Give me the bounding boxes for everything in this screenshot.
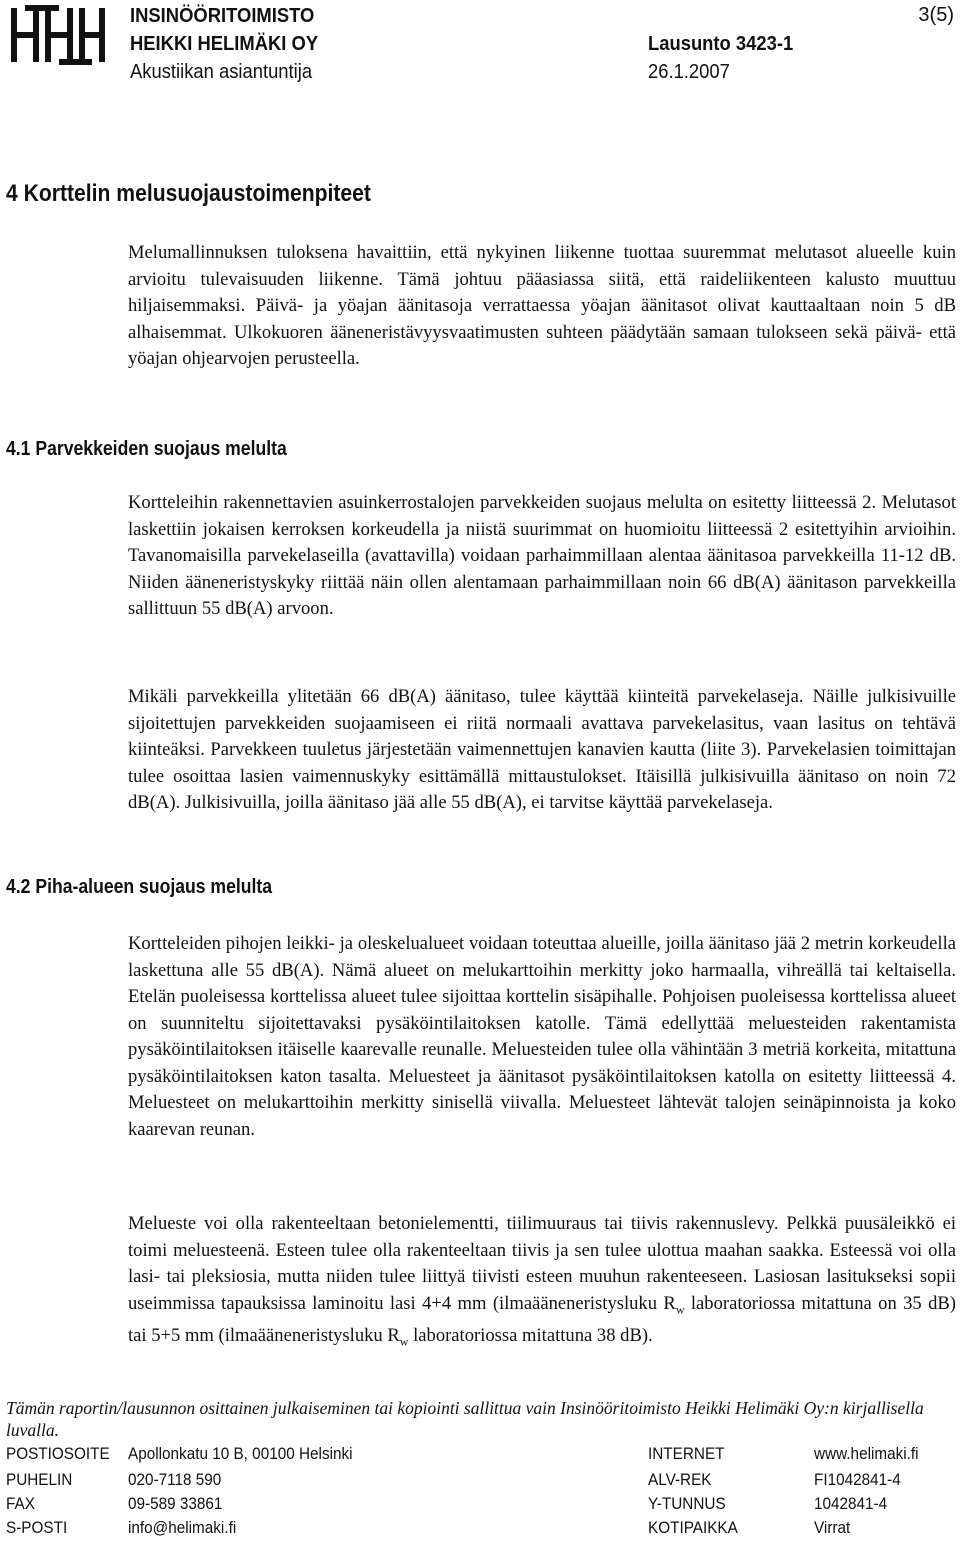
document-title: Lausunto 3423-1 [648,33,794,55]
section-4-1-heading: 4.1 Parvekkeiden suojaus melulta [6,438,287,460]
footer-label: POSTIOSOITE [6,1444,110,1463]
section-4-2-heading: 4.2 Piha-alueen suojaus melulta [6,876,273,898]
company-name-line1: INSINÖÖRITOIMISTO [130,5,315,27]
footer-email-link[interactable]: info@helimaki.fi [128,1518,237,1537]
footer-label: KOTIPAIKKA [648,1518,738,1537]
footer-value: Virrat [814,1518,851,1537]
section-4-1-paragraph-2: Mikäli parvekkeilla ylitetään 66 dB(A) äänitaso, tulee käyttää kiinteitä parvekelaseja. Näille julkisivuille sijoitettujen parvekkeiden suojaamiseen ei riitä normaali avattava parvekelasitus, vaan lasitus on tehtävä kiinteäksi. Parvekkeen tuuletus järjestetään vaimennettujen kanavien kautta (liite 3). Parvekelasien toimittajan tulee osoittaa lasien vaimennuskyky esittämällä mittaustulokset. Itäisillä julkisivuilla äänitaso on noin 72 dB(A). Julkisivuilla, joilla äänitaso jää alle 55 dB(A), ei tarvitse käyttää parvekelaseja. [128,686,956,813]
section-4-2-paragraph-2 [128,1211,956,1355]
footer-value: 1042841-4 [814,1494,888,1513]
footer-label: Y-TUNNUS [648,1494,726,1513]
footer-label: PUHELIN [6,1470,73,1489]
paragraph-text: laboratoriossa mitattuna 38 dB). [408,1324,653,1346]
copyright-note: Tämän raportin/lausunnon osittainen julkaiseminen tai kopiointi sallittua vain Insinööritoimisto Heikki Helimäki Oy:n kirjallisella luvalla. [6,1398,924,1440]
footer-label: FAX [6,1494,35,1513]
section-4-paragraph: Melumallinnuksen tuloksena havaittiin, että nykyinen liikenne tuottaa suuremmat melutasot alueelle kuin arvioitu tulevaisuuden liikenne. Tämä johtuu pääasiassa siitä, että raideliikenteen kalusto muuttuu hiljaisemmaksi. Päivä- ja yöajan äänitasoja verrattaessa yöajan äänitasot olivat kauttaaltaan noin 5 dB alhaisemmat. Ulkokuoren ääneneristävyysvaatimusten suhteen päädytään samaan tulokseen sekä päivä- että yöajan ohjearvojen perusteella. [128,242,956,369]
footer-row-phone [0,1470,960,1494]
section-4-heading: 4 Korttelin melusuojaustoimenpiteet [6,180,371,207]
company-logo [8,2,108,68]
footer-website-link[interactable]: www.helimaki.fi [814,1444,919,1463]
footer-label: S-POSTI [6,1518,68,1537]
footer-label: INTERNET [648,1444,725,1463]
footer-value: FI1042841-4 [814,1470,901,1489]
subscript-w: w [675,1302,685,1317]
footer-row-fax [0,1494,960,1518]
footer-value: Apollonkatu 10 B, 00100 Helsinki [128,1444,353,1463]
footer-value: 09-589 33861 [128,1494,223,1513]
section-4-1-paragraph-1: Kortteleihin rakennettavien asuinkerrostalojen parvekkeiden suojaus melulta on esitetty liitteessä 2. Melutasot laskettiin jokaisen kerroksen korkeudella ja niistä suurimmat on huomioitu liitteessä 2 esitettyihin arvioihin. Tavanomaisilla parvekelaseilla (avattavilla) voidaan parhaimmillaan alentaa äänitasoa parvekkeilla 11-12 dB. Niiden ääneneristyskyky riittää näin ollen alentamaan parhaimmillaan noin 66 dB(A) äänitason parvekkeilla sallittuun 55 dB(A) arvoon. [128,492,956,619]
footer-row-postal [0,1444,960,1468]
paragraph-text: laboratoriossa mitattuna on 35 dB) tai 5+5 mm (ilmaääneneristysluku R [128,1292,956,1346]
footer-label: ALV-REK [648,1470,712,1489]
footer-value: 020-7118 590 [128,1470,222,1489]
company-name-line2: HEIKKI HELIMÄKI OY [130,33,319,55]
paragraph-text: Melueste voi olla rakenteeltaan betonielementti, tiilimuuraus tai tiivis rakennuslevy. Pelkkä puusäleikkö ei toimi meluesteenä. Esteen tulee olla rakenteeltaan tiivis ja sen tulee ulottua maahan saakka. Esteessä voi olla lasi- tai pleksiosia, mutta niiden tulee liittyä tiivisti esteen muuhun rakenteeseen. Lasiosan lasitukseksi sopii useimmissa tapauksissa laminoitu lasi 4+4 mm (ilmaääneneristysluku R [128,1213,956,1314]
document-date: 26.1.2007 [648,61,730,83]
footer-row-email [0,1518,960,1542]
subscript-w: w [399,1334,409,1349]
company-tagline: Akustiikan asiantuntija [130,61,313,83]
page-number: 3(5) [918,4,954,26]
section-4-2-paragraph-1: Kortteleiden pihojen leikki- ja oleskelualueet voidaan toteuttaa alueille, joilla äänitaso jää 2 metrin korkeudella laskettuna alle 55 dB(A). Nämä alueet on melukarttoihin merkitty joko harmaalla, vihreällä tai keltaisella. Etelän puoleisessa korttelissa alueet tulee sijoittaa korttelin sisäpihalle. Pohjoisen puoleisessa korttelissa alueet on suunniteltu sijoitettavaksi pysäköintilaitoksen katolle. Tämä edellyttää meluesteiden rakentamista pysäköintilaitoksen itäiselle kaarevalle reunalle. Meluesteiden tulee olla vähintään 3 metriä korkeita, mitattuna pysäköintilaitoksen katon tasalta. Meluesteet ja äänitasot pysäköintilaitoksen katolla on esitetty liitteessä 4. Meluesteet on melukarttoihin merkitty sinisellä viivalla. Meluesteet lähtevät talojen seinäpinnoista ja koko kaarevan reunan. [128,933,956,1140]
